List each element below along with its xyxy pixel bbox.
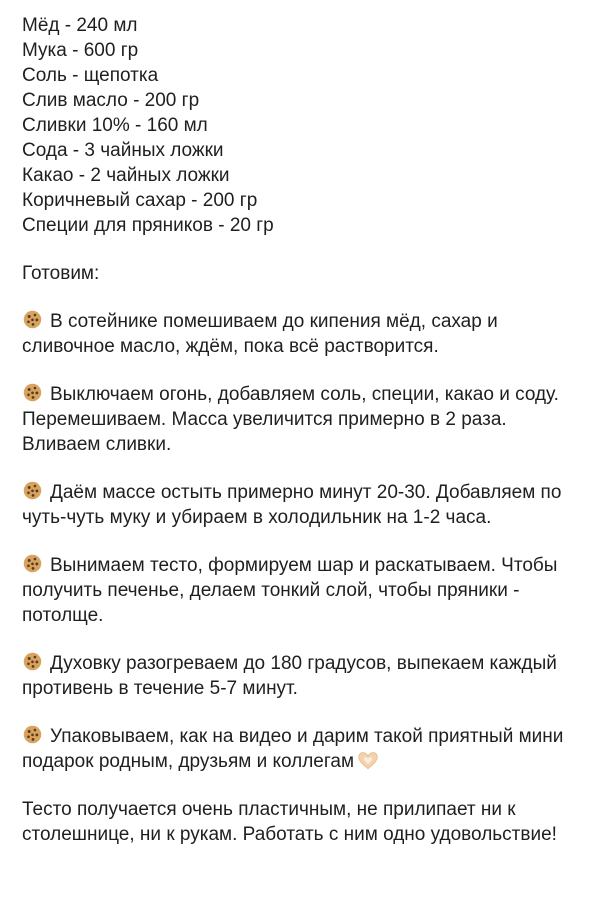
ingredient-brown-sugar: Коричневый сахар - 200 гр [22, 190, 258, 211]
cookie-icon [22, 553, 43, 574]
step-text: Вынимаем тесто, формируем шар и раскатываем. Чтобы получить печенье, делаем тонкий слой, чтобы пряники - потолще. [22, 555, 558, 626]
step-text: Даём массе остыть примерно минут 20-30. Добавляем по чуть-чуть муку и убираем в холодильник на 1-2 часа. [22, 482, 562, 528]
cookie-icon [22, 724, 43, 745]
ingredient-cream: Сливки 10% - 160 мл [22, 115, 208, 136]
step-text: Упаковываем, как на видео и дарим такой приятный мини подарок родным, друзьям и коллегам [22, 726, 564, 772]
ingredient-butter: Слив масло - 200 гр [22, 90, 200, 111]
ingredient-spices: Специи для пряников - 20 гр [22, 215, 274, 236]
step-text: Выключаем огонь, добавляем соль, специи, какао и соду. Перемешиваем. Масса увеличится примерно в 2 раза. Вливаем сливки. [22, 384, 559, 455]
cookie-icon [22, 309, 43, 330]
recipe-step [22, 553, 580, 628]
recipe-step [22, 309, 580, 359]
cookie-icon [22, 651, 43, 672]
step-text: В сотейнике помешиваем до кипения мёд, сахар и сливочное масло, ждём, пока всё растворится. [22, 311, 498, 357]
recipe-step [22, 382, 580, 457]
ingredient-honey: Мёд - 240 мл [22, 15, 138, 36]
ingredient-salt: Соль - щепотка [22, 65, 159, 86]
section-title: Готовим: [22, 263, 100, 284]
ingredient-flour: Мука - 600 гр [22, 40, 139, 61]
recipe-step [22, 480, 580, 530]
cookie-icon [22, 382, 43, 403]
ingredient-cocoa: Какао - 2 чайных ложки [22, 165, 230, 186]
ingredient-soda: Сода - 3 чайных ложки [22, 140, 224, 161]
recipe-step [22, 724, 580, 774]
recipe-step [22, 651, 580, 701]
heart-hands-icon [356, 749, 380, 770]
step-text: Духовку разогреваем до 180 градусов, выпекаем каждый противень в течение 5-7 минут. [22, 653, 557, 699]
cookie-icon [22, 480, 43, 501]
ingredients-list [22, 13, 580, 238]
footer-note: Тесто получается очень пластичным, не прилипает ни к столешнице, ни к рукам. Работать с ним одно удовольствие! [22, 799, 557, 845]
